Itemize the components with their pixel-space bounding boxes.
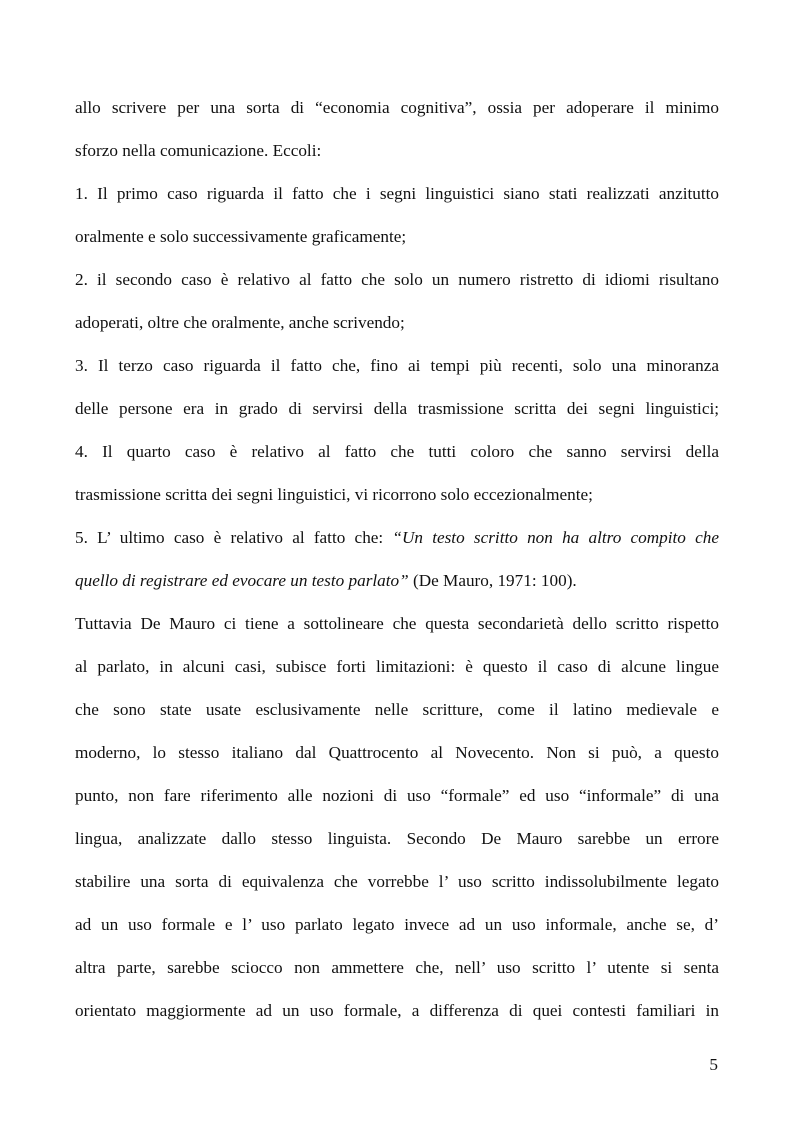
text-line: 2. il secondo caso è relativo al fatto che solo un numero ristretto di idiomi risultano — [75, 270, 719, 289]
text-line: ad un uso formale e l’ uso parlato legato invece ad un uso informale, anche se, d’ — [75, 915, 719, 934]
text-line: oralmente e solo successivamente graficamente; — [75, 227, 407, 246]
text-line — [75, 559, 719, 602]
text-line: che sono state usate esclusivamente nelle scritture, come il latino medievale e — [75, 700, 719, 719]
text-line: delle persone era in grado di servirsi della trasmissione scritta dei segni linguistici; — [75, 399, 719, 418]
text-line: Tuttavia De Mauro ci tiene a sottolineare che questa secondarietà dello scritto rispetto — [75, 614, 719, 633]
body-text — [75, 86, 719, 1032]
text-line: trasmissione scritta dei segni linguistici, vi ricorrono solo eccezionalmente; — [75, 485, 593, 504]
text-line: 1. Il primo caso riguarda il fatto che i segni linguistici siano stati realizzati anzitutto — [75, 184, 719, 203]
page-number: 5 — [709, 1055, 718, 1074]
text-line: adoperati, oltre che oralmente, anche scrivendo; — [75, 313, 405, 332]
text-line: stabilire una sorta di equivalenza che vorrebbe l’ uso scritto indissolubilmente legato — [75, 872, 719, 891]
text-line: allo scrivere per una sorta di “economia cognitiva”, ossia per adoperare il minimo — [75, 98, 719, 117]
text-line: punto, non fare riferimento alle nozioni di uso “formale” ed uso “informale” di una — [75, 786, 719, 805]
text-line: al parlato, in alcuni casi, subisce forti limitazioni: è questo il caso di alcune lingue — [75, 657, 719, 676]
text-line: 3. Il terzo caso riguarda il fatto che, fino ai tempi più recenti, solo una minoranza — [75, 356, 719, 375]
text-line: sforzo nella comunicazione. Eccoli: — [75, 141, 322, 160]
text-line: altra parte, sarebbe sciocco non ammettere che, nell’ uso scritto l’ utente si senta — [75, 958, 719, 977]
text-segment: 5. L’ ultimo caso è relativo al fatto che: — [75, 528, 393, 547]
text-line: 4. Il quarto caso è relativo al fatto che tutti coloro che sanno servirsi della — [75, 442, 719, 461]
quoted-text: “Un testo scritto non ha altro compito che — [392, 528, 719, 547]
text-line — [75, 516, 719, 559]
text-segment: (De Mauro, 1971: 100). — [408, 571, 577, 590]
text-line: moderno, lo stesso italiano dal Quattrocento al Novecento. Non si può, a questo — [75, 743, 719, 762]
text-line: lingua, analizzate dallo stesso linguista. Secondo De Mauro sarebbe un errore — [75, 829, 719, 848]
quoted-text: quello di registrare ed evocare un testo parlato” — [75, 571, 409, 590]
text-line: orientato maggiormente ad un uso formale, a differenza di quei contesti familiari in — [75, 1001, 719, 1020]
